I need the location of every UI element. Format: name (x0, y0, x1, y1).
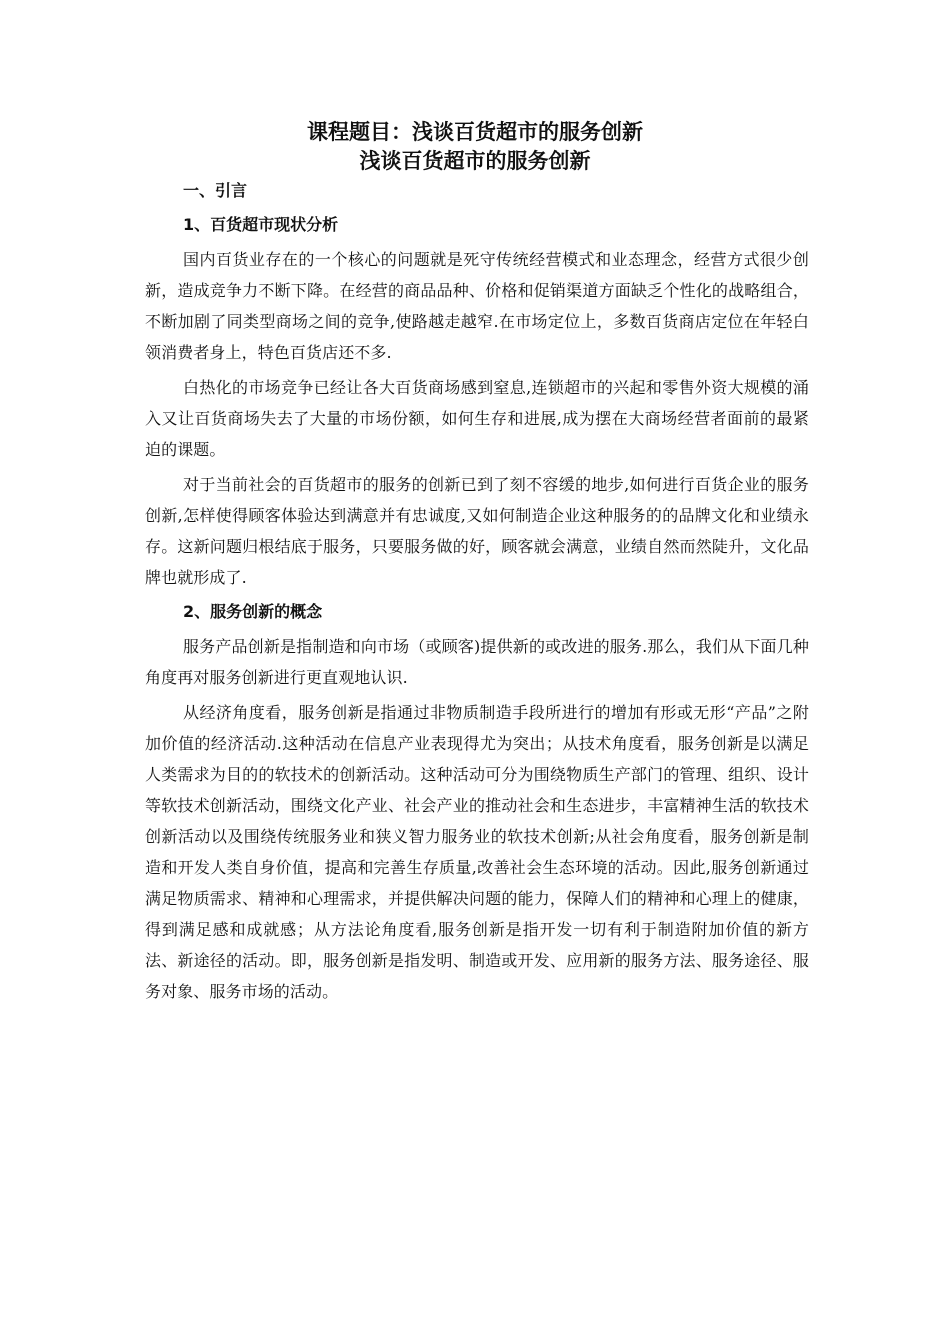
subsection-heading-concept: 2、服务创新的概念 (183, 602, 323, 621)
paper-title: 浅谈百货超市的服务创新 (359, 149, 591, 173)
subsection-heading-status: 1、百货超市现状分析 (183, 215, 339, 234)
course-title: 课程题目：浅谈百货超市的服务创新 (307, 120, 643, 144)
paragraph: 国内百货业存在的一个核心的问题就是死守传统经营模式和业态理念，经营方式很少创新，造成竞争力不断下降。在经营的商品品种、价格和促销渠道方面缺乏个性化的战略组合，不断加剧了同类型商场之间的竞争,使路越走越窄.在市场定位上，多数百货商店定位在年轻白领消费者身上，特色百货店还不多. (145, 250, 809, 362)
paragraph: 服务产品创新是指制造和向市场（或顾客)提供新的或改进的服务.那么，我们从下面几种角度再对服务创新进行更直观地认识. (145, 637, 809, 687)
section-heading-intro: 一、引言 (183, 181, 248, 200)
document-body (145, 174, 809, 1007)
paragraph: 对于当前社会的百货超市的服务的创新已到了刻不容缓的地步,如何进行百货企业的服务创新,怎样使得顾客体验达到满意并有忠诚度,又如何制造企业这种服务的的品牌文化和业绩永存。这新问题归根结底于服务，只要服务做的好，顾客就会满意，业绩自然而然陡升，文化品牌也就形成了. (145, 475, 809, 587)
paragraph: 白热化的市场竞争已经让各大百货商场感到窒息,连锁超市的兴起和零售外资大规模的涌入又让百货商场失去了大量的市场份额，如何生存和进展,成为摆在大商场经营者面前的最紧迫的课题。 (145, 378, 809, 459)
paragraph: 从经济角度看，服务创新是指通过非物质制造手段所进行的增加有形或无形“产品”之附加价值的经济活动.这种活动在信息产业表现得尤为突出；从技术角度看，服务创新是以满足人类需求为目的的软技术的创新活动。这种活动可分为围绕物质生产部门的管理、组织、设计等软技术创新活动，围绕文化产业、社会产业的推动社会和生态进步，丰富精神生活的软技术创新活动以及围绕传统服务业和狭义智力服务业的软技术创新;从社会角度看，服务创新是制造和开发人类自身价值，提高和完善生存质量,改善社会生态环境的活动。因此,服务创新通过满足物质需求、精神和心理需求，并提供解决问题的能力，保障人们的精神和心理上的健康，得到满足感和成就感；从方法论角度看,服务创新是指开发一切有利于制造附加价值的新方法、新途径的活动。即，服务创新是指发明、制造或开发、应用新的服务方法、服务途径、服务对象、服务市场的活动。 (145, 703, 809, 1001)
title-block (0, 118, 950, 176)
